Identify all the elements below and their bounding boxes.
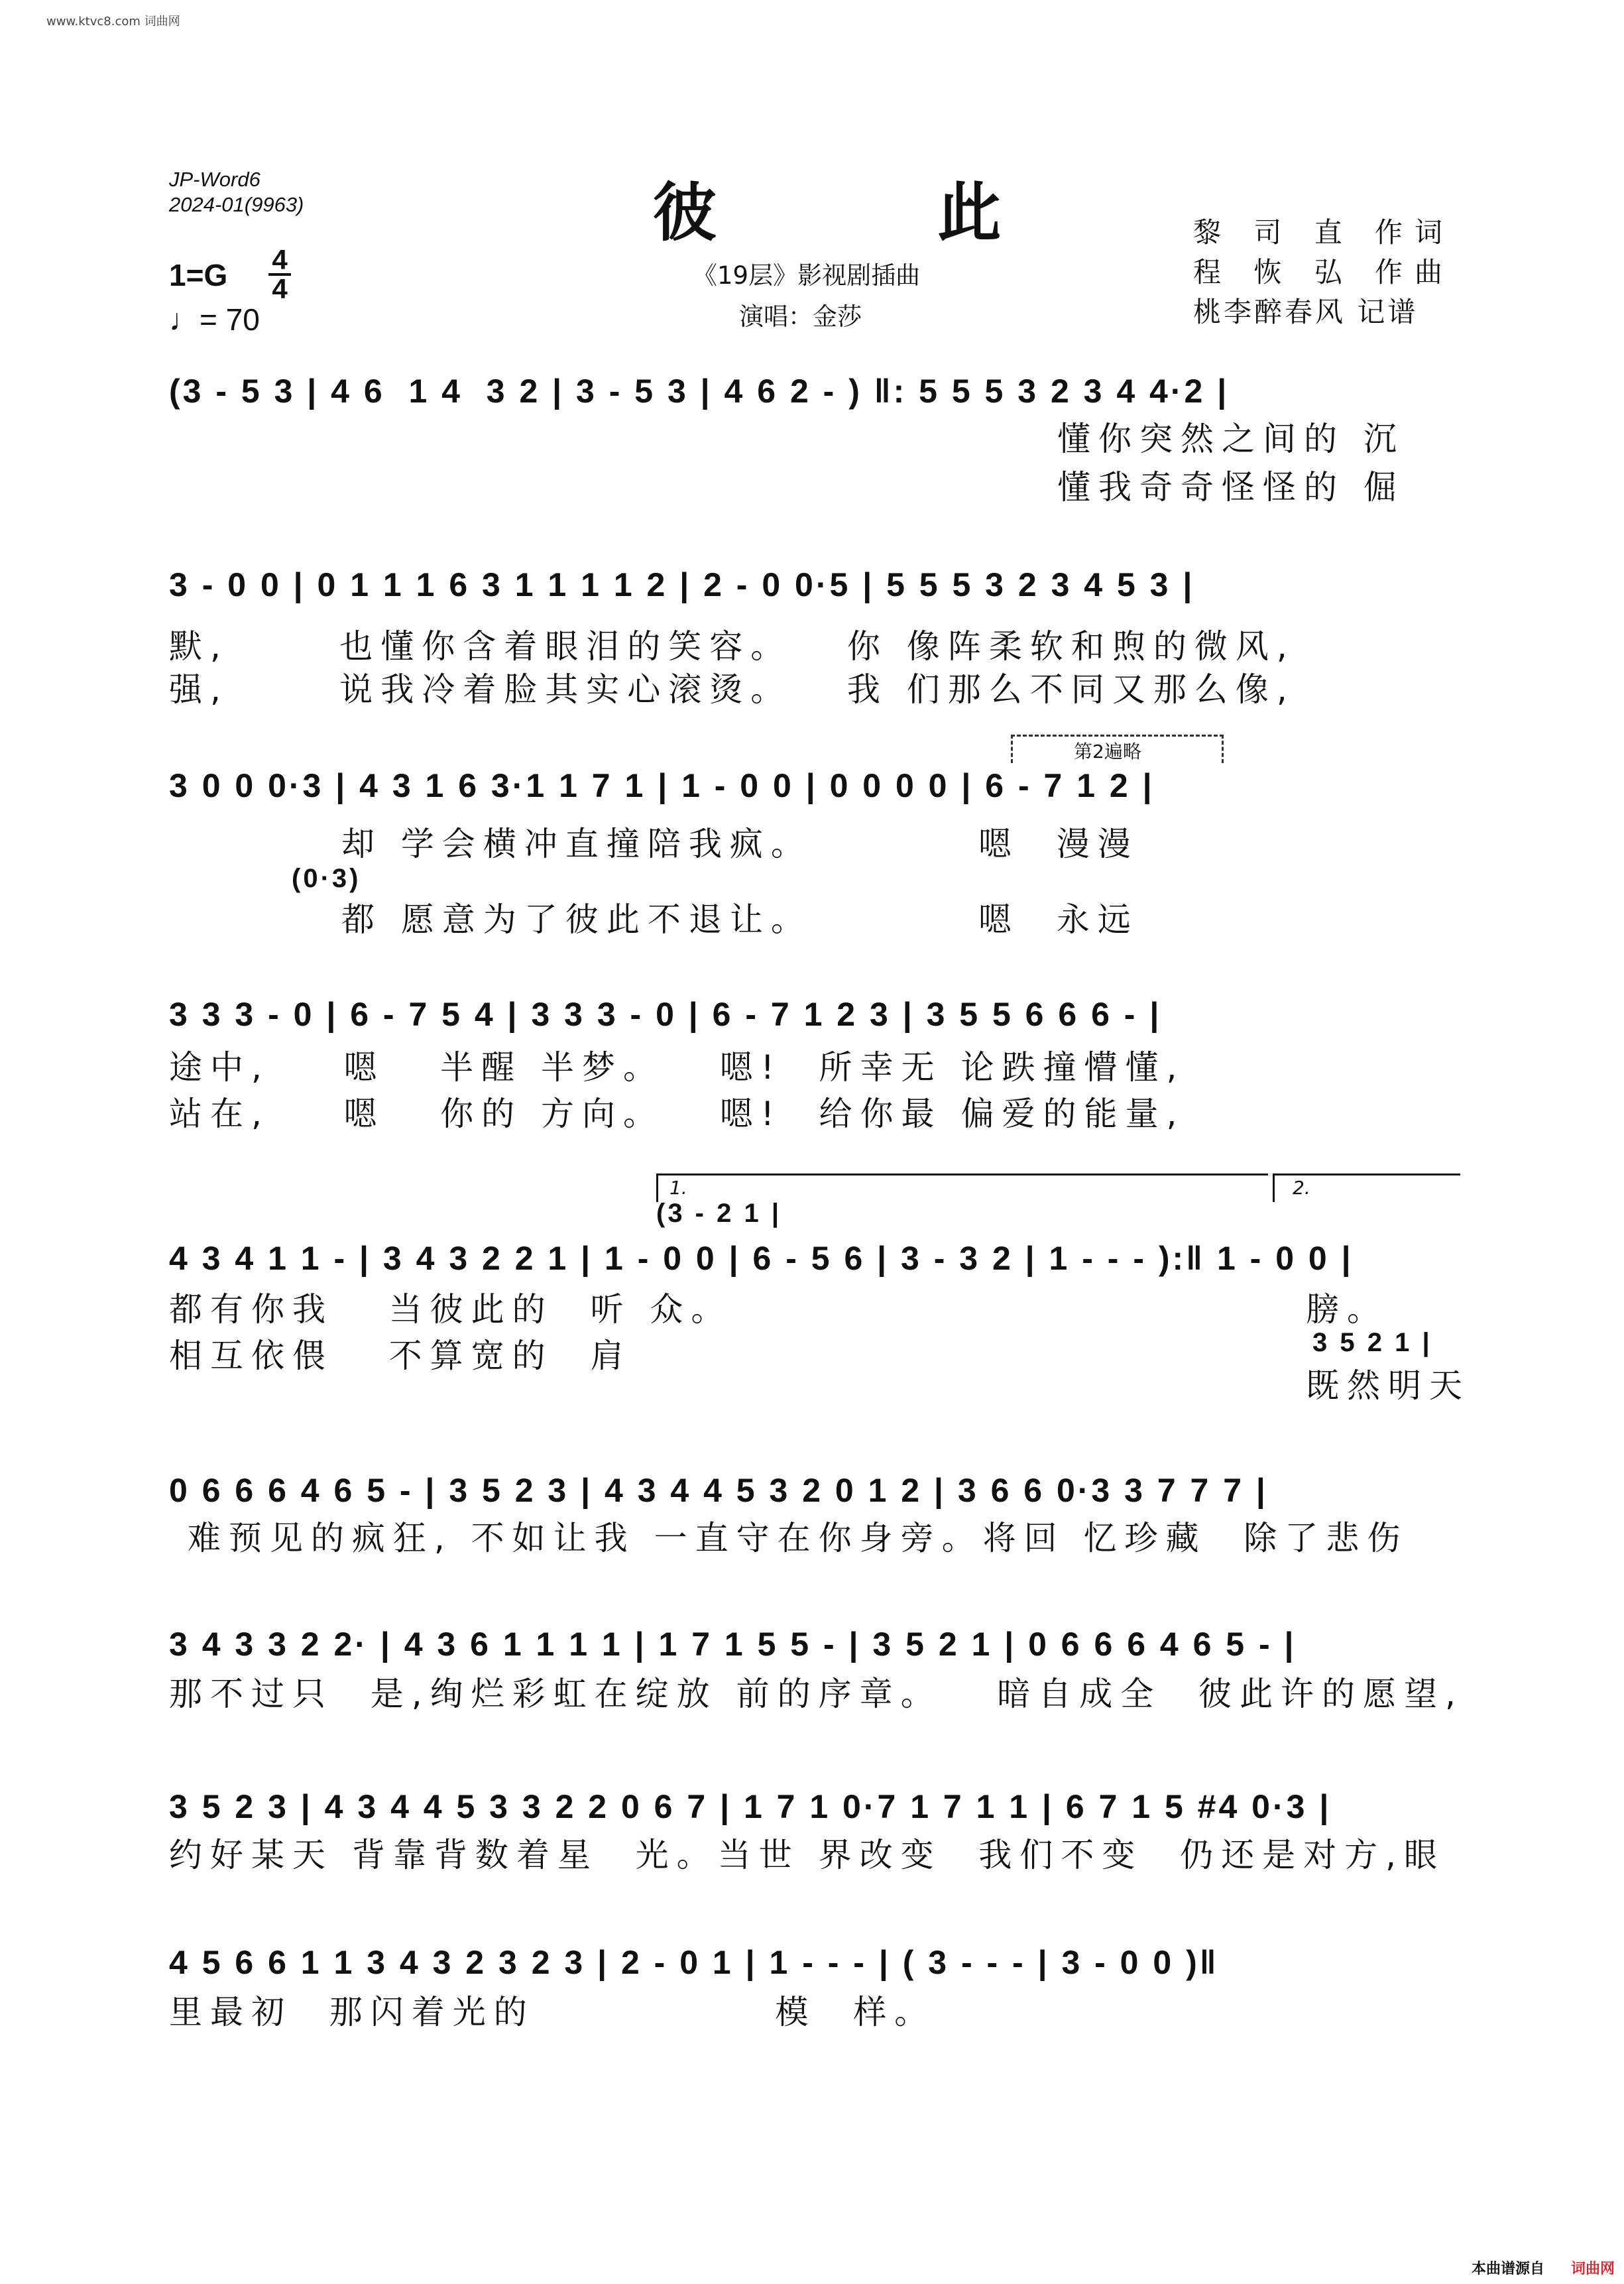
lyricist-credit: 黎 司 直 作词: [1193, 216, 1455, 249]
notation-row-7: 3 4 3 3 2 2· | 4 3 6 1 1 1 1 | 1 7 1 5 5 - | 3 5 2 1 | 0 6 6 6 4 6 5 - |: [169, 1626, 1297, 1663]
site-watermark: www.ktvc8.com 词曲网: [46, 15, 180, 29]
volta-2-lyric: 膀。: [1306, 1290, 1388, 1329]
lyric-row-2-verse-1: 默, 也懂你含着眼泪的笑容。 你 像阵柔软和煦的微风,: [169, 627, 1295, 666]
song-title: 彼 此: [653, 175, 1101, 250]
lyric-row-1-verse-1: 懂你突然之间的 沉: [1057, 420, 1405, 458]
volta-1-label: 1.: [669, 1177, 687, 1199]
singer: 演唱：金莎: [739, 302, 862, 331]
lyric-row-7: 那不过只 是,绚烂彩虹在绽放 前的序章。 暗自成全 彼此许的愿望,: [169, 1675, 1464, 1713]
skip-note: 第2遍略: [1074, 741, 1141, 762]
lyric-row-1-verse-2: 懂我奇奇怪怪的 倔: [1057, 468, 1405, 507]
key-signature: 1=G: [169, 258, 228, 292]
notation-row-9: 4 5 6 6 1 1 3 4 3 2 3 2 3 | 2 - 0 1 | 1 - - - | ( 3 - - - | 3 - 0 0 )‖: [169, 1944, 1219, 1981]
alt-pickup: (0·3): [292, 864, 361, 893]
composer-credit: 程 恢 弘 作曲: [1193, 256, 1455, 288]
notation-row-5: 4 3 4 1 1 - | 3 4 3 2 2 1 | 1 - 0 0 | 6 - 5 6 | 3 - 3 2 | 1 - - - ):‖ 1 - 0 0 |: [169, 1240, 1354, 1277]
lyric-row-3-verse-2: 都 愿意为了彼此不退让。 嗯 永远: [341, 900, 1139, 939]
time-signature-top: 4: [272, 244, 288, 275]
notation-row-2: 3 - 0 0 | 0 1 1 1 6 3 1 1 1 1 2 | 2 - 0 0·5 | 5 5 5 3 2 3 4 5 3 |: [169, 566, 1195, 603]
date-label: 2024-01(9963): [169, 193, 304, 216]
tempo-marking: ♩= 70: [169, 302, 260, 337]
lyric-row-2-verse-2: 强, 说我冷着脸其实心滚烫。 我 们那么不同又那么像,: [169, 670, 1295, 709]
volta-2-label: 2.: [1293, 1177, 1310, 1199]
software-label: JP-Word6: [169, 168, 261, 191]
lyric-row-5-verse-2: 相互依偎 不算宽的 肩: [169, 1337, 632, 1375]
transcriber-credit: 桃李醉春风 记谱: [1193, 296, 1419, 328]
volta-2-lyric-next: 既然明天: [1306, 1366, 1470, 1405]
notation-row-3: 3 0 0 0·3 | 4 3 1 6 3·1 1 7 1 | 1 - 0 0 | 0 0 0 0 | 6 - 7 1 2 |: [169, 767, 1155, 804]
footer-logo: 词曲网: [1571, 2261, 1615, 2277]
notation-row-8: 3 5 2 3 | 4 3 4 4 5 3 3 2 2 0 6 7 | 1 7 1 0·7 1 7 1 1 | 6 7 1 5 #4 0·3 |: [169, 1788, 1332, 1825]
notation-row-6: 0 6 6 6 4 6 5 - | 3 5 2 3 | 4 3 4 4 5 3 2 0 1 2 | 3 6 6 0·3 3 7 7 7 |: [169, 1472, 1268, 1509]
time-signature: [268, 244, 291, 304]
subtitle: 《19层》影视剧插曲: [693, 261, 921, 290]
lyric-row-4-verse-1: 途中, 嗯 半醒 半梦。 嗯! 所幸无 论跌撞懵懂,: [169, 1048, 1185, 1087]
lyric-row-3-verse-1: 却 学会横冲直撞陪我疯。 嗯 漫漫: [341, 825, 1139, 863]
volta-1-notes: (3 - 2 1 |: [656, 1199, 782, 1228]
lyric-row-9: 里最初 那闪着光的 模 样。: [169, 1993, 936, 2031]
notation-row-4: 3 3 3 - 0 | 6 - 7 5 4 | 3 3 3 - 0 | 6 - 7 1 2 3 | 3 5 5 6 6 6 - |: [169, 996, 1162, 1033]
time-signature-bottom: 4: [272, 273, 288, 304]
lyric-row-4-verse-2: 站在, 嗯 你的 方向。 嗯! 给你最 偏爱的能量,: [169, 1095, 1185, 1133]
footer-source: 本曲谱源自: [1472, 2261, 1545, 2277]
lyric-row-6: 难预见的疯狂, 不如让我 一直守在你身旁。将回 忆珍藏 除了悲伤: [169, 1519, 1409, 1557]
volta-2-pickup: 3 5 2 1 |: [1312, 1328, 1432, 1357]
lyric-row-8: 约好某天 背靠背数着星 光。当世 界改变 我们不变 仍还是对方,眼: [169, 1836, 1446, 1874]
lyric-row-5-verse-1: 都有你我 当彼此的 听 众。: [169, 1290, 732, 1329]
notation-row-1: (3 - 5 3 | 4 6 1 4 3 2 | 3 - 5 3 | 4 6 2 - ) ‖: 5 5 5 3 2 3 4 4·2 |: [169, 373, 1230, 410]
